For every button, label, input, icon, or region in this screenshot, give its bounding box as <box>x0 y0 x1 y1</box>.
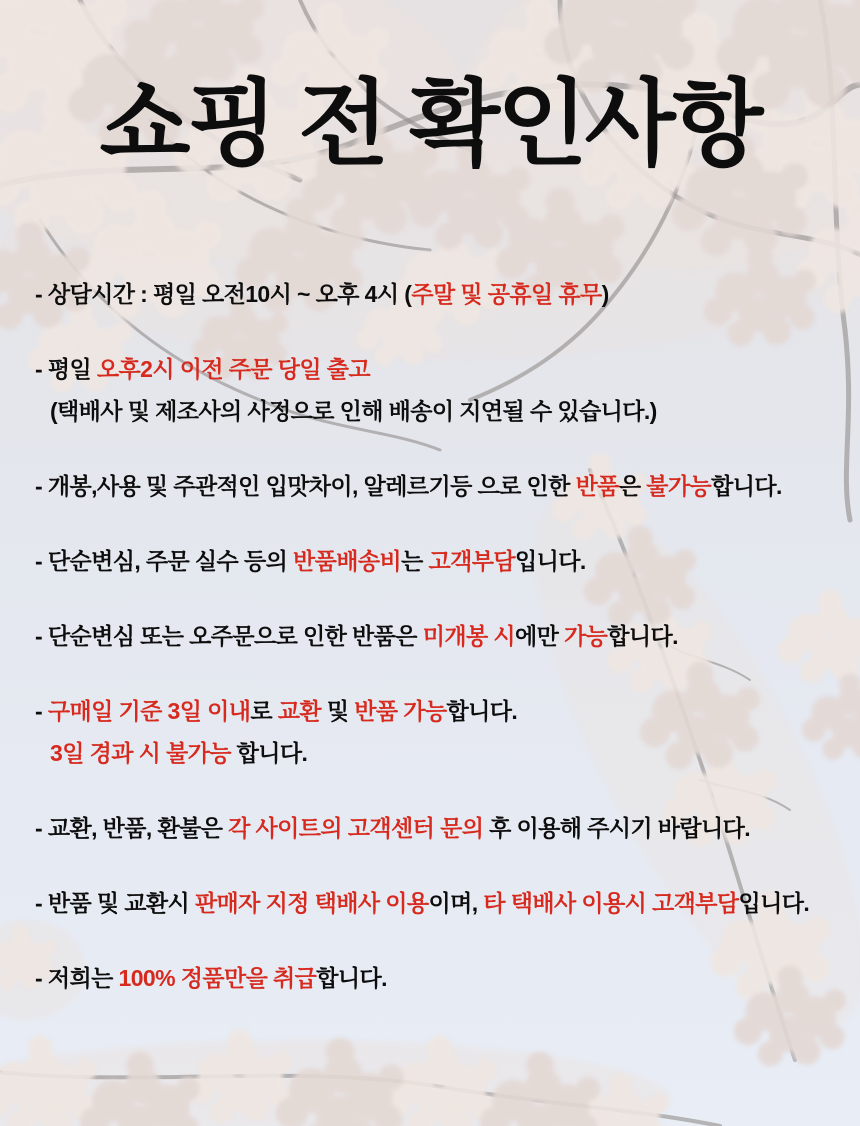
notice-text: - 교환, 반품, 환불은 <box>35 815 229 841</box>
notice-line <box>35 469 845 503</box>
notice-highlight: 가능 <box>564 623 608 649</box>
notice-highlight: 3일 경과 시 불가능 <box>50 740 231 766</box>
notice-highlight: 판매자 지정 택배사 이용 <box>194 890 429 916</box>
notice-text: - 상담시간 : 평일 오전10시 ~ 오후 4시 ( <box>35 281 412 307</box>
notice-line <box>35 544 845 578</box>
notice-line <box>35 961 845 995</box>
notice-line <box>35 694 845 728</box>
notice-text: 로 <box>250 698 278 724</box>
notice-text: 합니다. <box>230 740 308 766</box>
notice-text: 입니다. <box>514 548 586 574</box>
notice-text: 는 <box>401 548 429 574</box>
notice-text: 은 <box>618 473 647 499</box>
notice-highlight: 구매일 기준 3일 이내 <box>47 698 251 724</box>
page-title: 쇼핑 전 확인사항 <box>99 71 761 176</box>
notice-highlight: 반품 가능 <box>354 698 447 724</box>
notice-text: - 평일 <box>35 356 97 382</box>
notice-text: 입니다. <box>738 890 810 916</box>
notice-highlight: 100% 정품만을 취급 <box>118 965 317 991</box>
notice-line <box>35 811 845 845</box>
notice-highlight: 반품배송비 <box>292 548 402 574</box>
notice-line-continuation <box>50 736 845 770</box>
notice-highlight: 타 택배사 이용시 고객부담 <box>483 890 739 916</box>
notice-text: 합니다. <box>711 473 782 499</box>
notice-line <box>35 277 845 311</box>
notice-highlight: 반품 <box>575 473 619 499</box>
notice-text: - 개봉,사용 및 주관적인 입맛차이, 알레르기등 으로 인한 <box>35 473 576 499</box>
notice-list <box>35 277 845 995</box>
notice-text: 합니다. <box>607 623 678 649</box>
notice-text: - <box>35 698 48 724</box>
notice-text: - 저희는 <box>35 965 119 991</box>
notice-text: 합니다. <box>316 965 387 991</box>
notice-text: ) <box>601 281 609 307</box>
notice-highlight: 각 사이트의 고객센터 문의 <box>228 815 484 841</box>
notice-line-continuation <box>50 394 845 428</box>
notice-highlight: 오후2시 이전 주문 당일 출고 <box>96 356 371 382</box>
notice-text: 후 이용해 주시기 바랍니다. <box>483 815 751 841</box>
notice-text: 및 <box>321 698 355 724</box>
notice-line <box>35 619 845 653</box>
notice-text: - 단순변심 또는 오주문으로 인한 반품은 <box>35 623 423 649</box>
notice-highlight: 고객부담 <box>428 548 515 574</box>
notice-text: 이며, <box>428 890 484 916</box>
notice-text: (택배사 및 제조사의 사정으로 인해 배송이 지연될 수 있습니다.) <box>50 398 657 424</box>
notice-highlight: 교환 <box>277 698 322 724</box>
notice-highlight: 미개봉 시 <box>422 623 515 649</box>
notice-text: - 반품 및 교환시 <box>35 890 195 916</box>
notice-line <box>35 352 845 386</box>
notice-text: - 단순변심, 주문 실수 등의 <box>35 548 293 574</box>
notice-line <box>35 886 845 920</box>
notice-text: 에만 <box>514 623 564 649</box>
notice-highlight: 불가능 <box>646 473 712 499</box>
notice-highlight: 주말 및 공휴일 휴무 <box>411 281 602 307</box>
notice-text: 합니다. <box>446 698 518 724</box>
